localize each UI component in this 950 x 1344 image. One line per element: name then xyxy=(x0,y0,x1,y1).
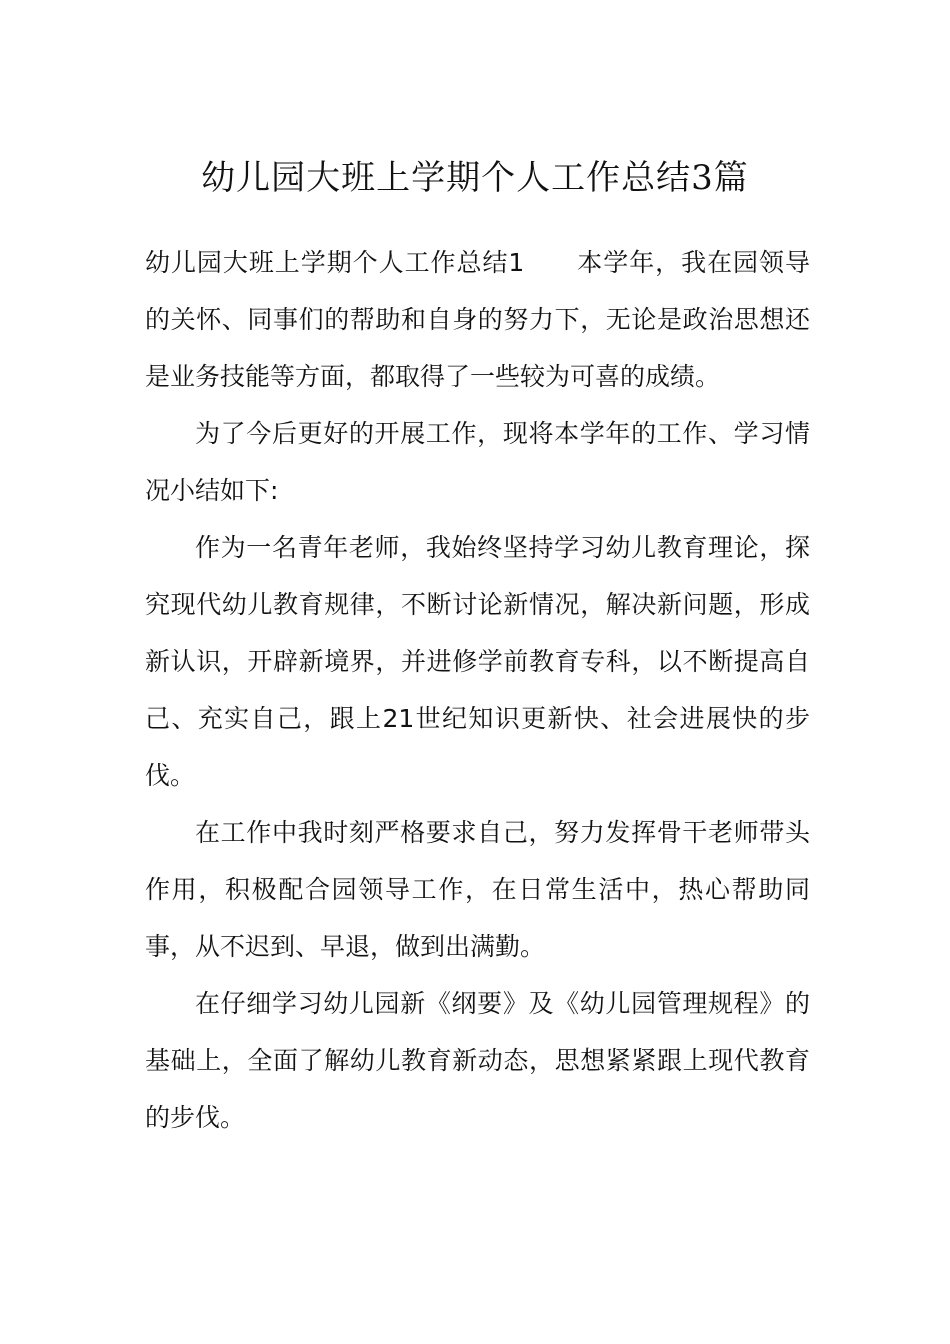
paragraph: 为了今后更好的开展工作，现将本学年的工作、学习情况小结如下: xyxy=(145,419,810,505)
document-body xyxy=(145,234,810,1146)
first-paragraph xyxy=(145,234,810,405)
paragraph: 作为一名青年老师，我始终坚持学习幼儿教育理论，探究现代幼儿教育规律，不断讨论新情况，解决新问题，形成新认识，开辟新境界，并进修学前教育专科，以不断提高自己、充实自己，跟上21世纪知识更新快、社会进展快的步伐。 xyxy=(145,533,810,790)
paragraph: 在仔细学习幼儿园新《纲要》及《幼儿园管理规程》的基础上，全面了解幼儿教育新动态，思想紧紧跟上现代教育的步伐。 xyxy=(145,989,810,1132)
section-heading: 幼儿园大班上学期个人工作总结1 xyxy=(145,248,525,277)
document-title: 幼儿园大班上学期个人工作总结3篇 xyxy=(201,158,749,198)
intro-text: 本学年，我在园领导的关怀、同事们的帮助和自身的努力下，无论是政治思想还是业务技能等方面，都取得了一些较为可喜的成绩。 xyxy=(145,248,810,391)
paragraph: 在工作中我时刻严格要求自己，努力发挥骨干老师带头作用，积极配合园领导工作，在日常生活中，热心帮助同事，从不迟到、早退，做到出满勤。 xyxy=(145,818,810,961)
